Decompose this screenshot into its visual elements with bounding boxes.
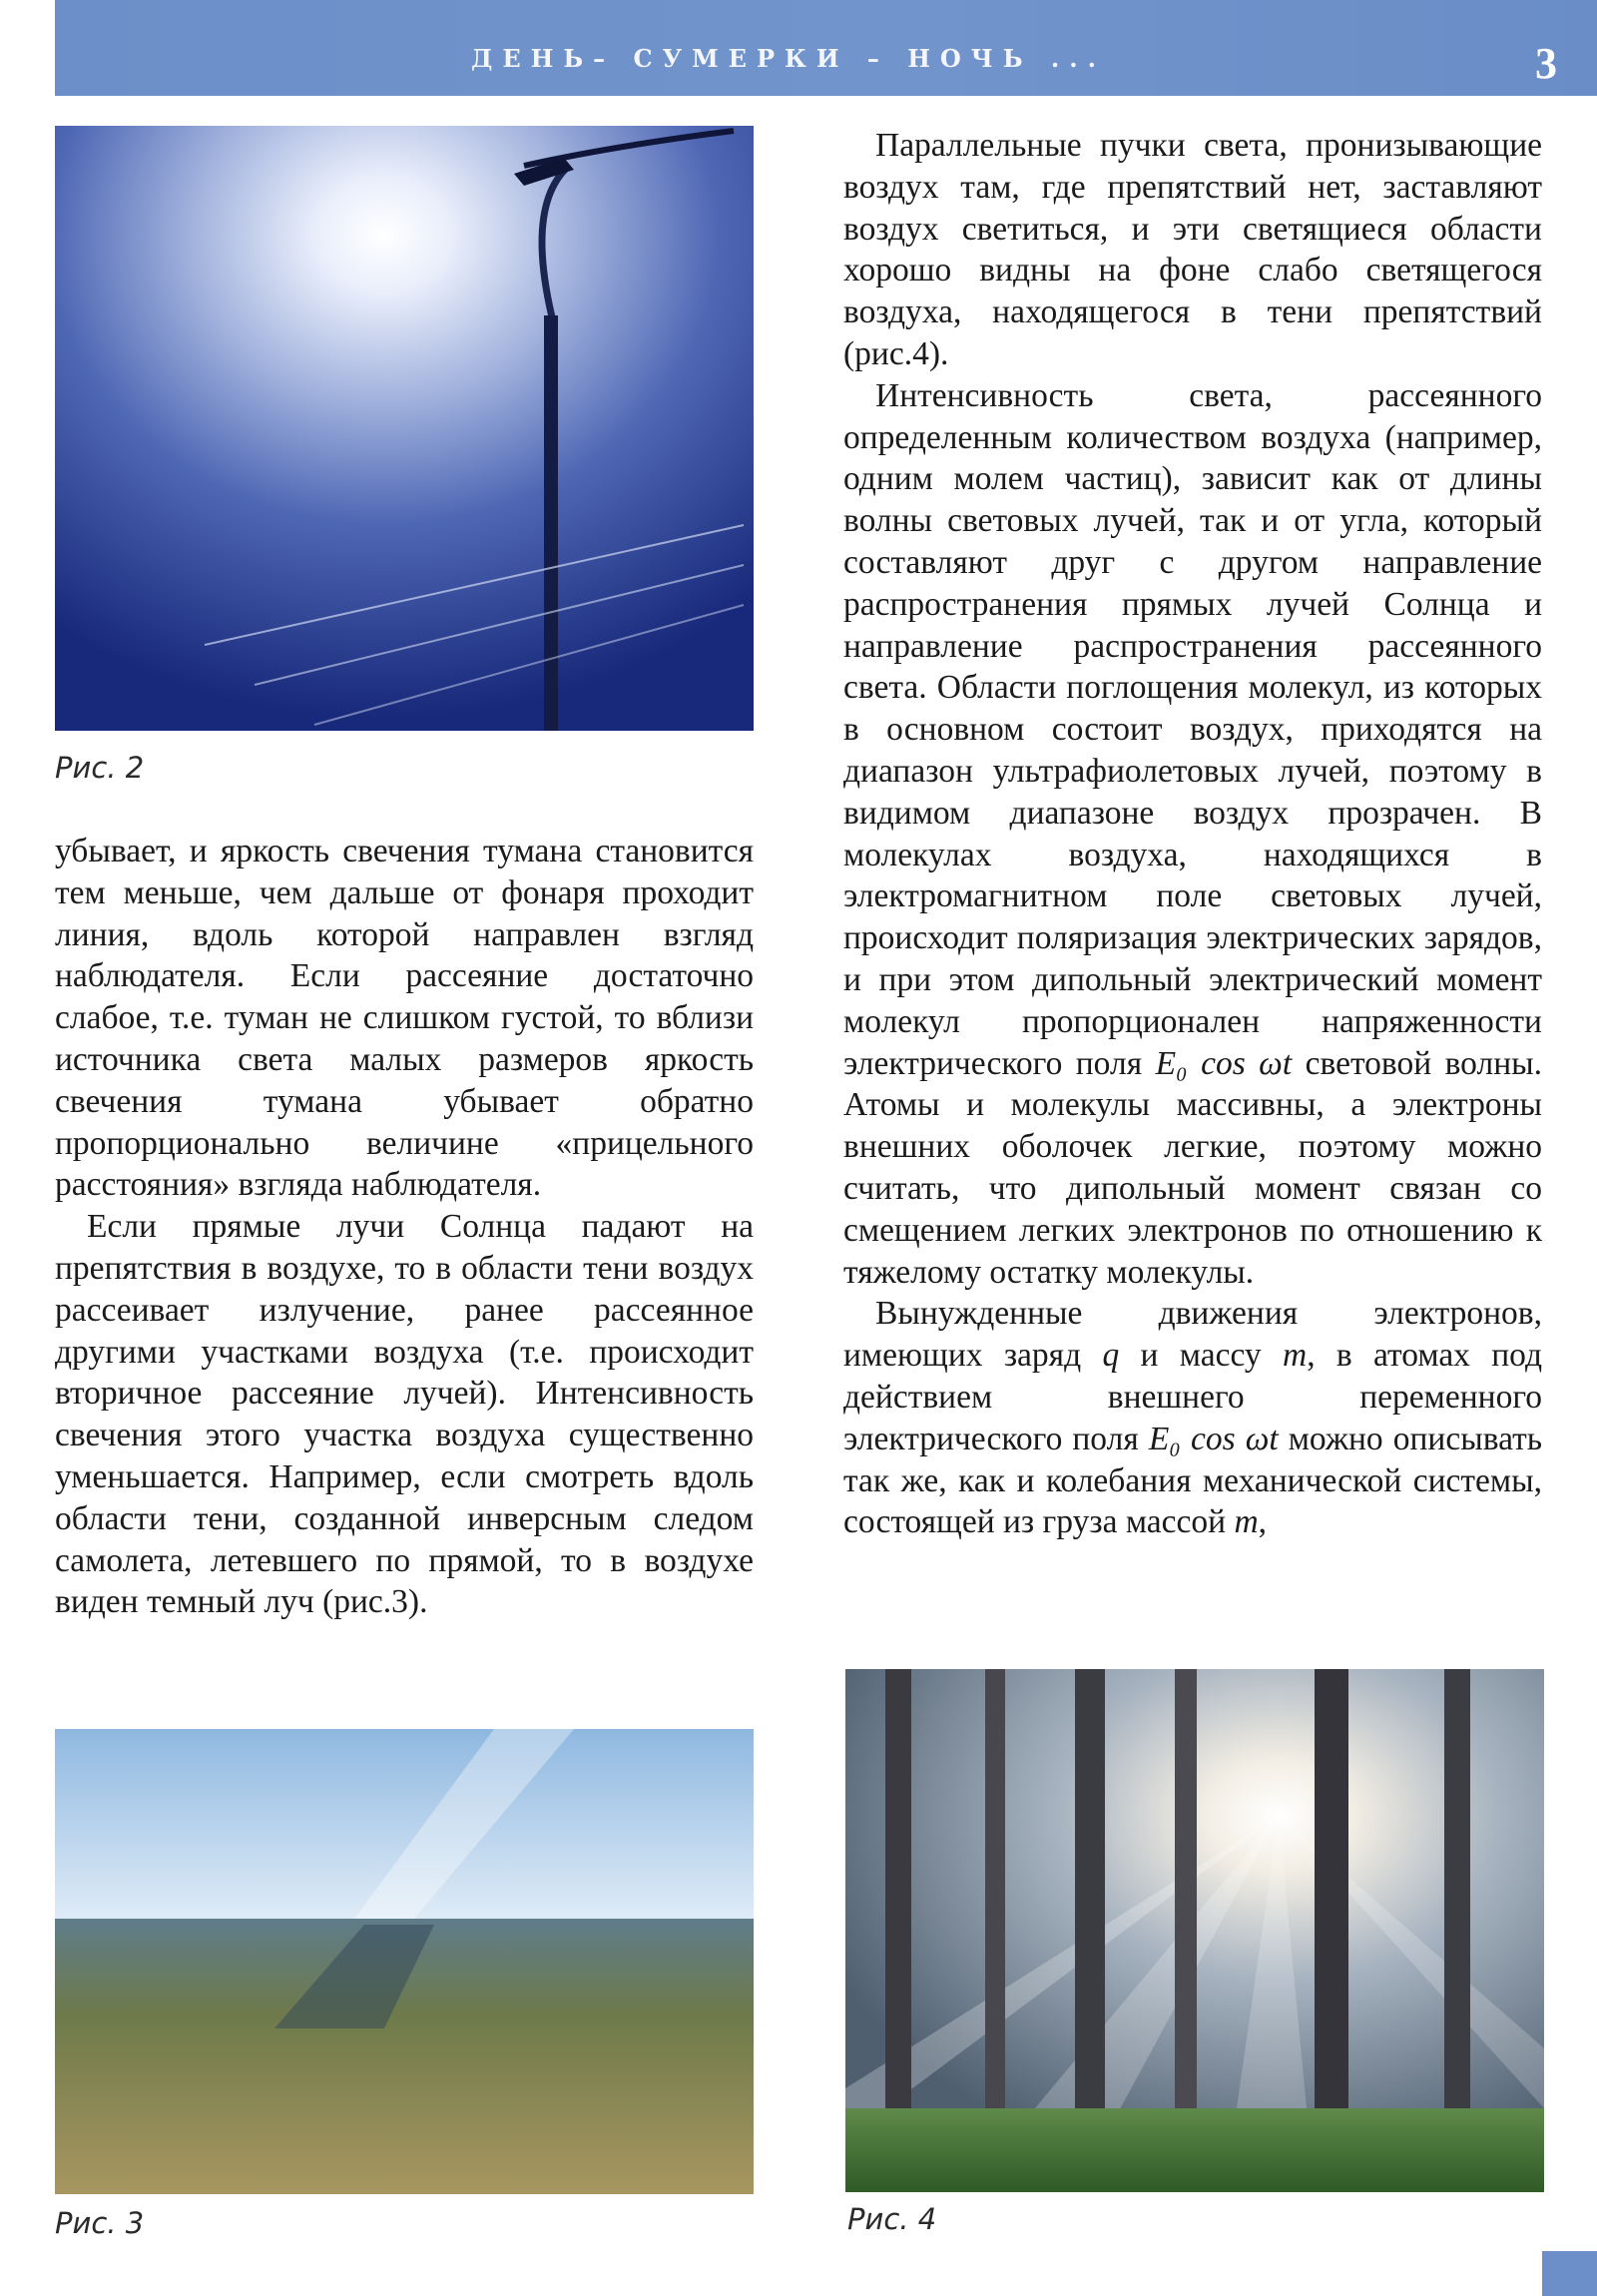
right-column-text <box>843 125 1542 1543</box>
symbol-mass-m-2: m <box>1234 1503 1259 1541</box>
right-paragraph-2 <box>843 375 1542 1294</box>
left-paragraph-1: убывает, и яркость свечения тумана становится тем меньше, чем дальше от фонаря проходит линия, вдоль которой направлен взгляд наблюдателя. Если рассеяние достаточно слабое, т.е. туман не слишком густой, то вблизи источника света малых размеров яркость свечения тумана убывает обратно пропорционально величине «прицельного расстояния» взгляда наблюдателя. <box>55 833 754 1204</box>
page-header <box>55 0 1597 96</box>
figure-4-forest-sunrays-photo <box>845 1669 1544 2192</box>
right-paragraph-1: Параллельные пучки света, пронизывающие воздух там, где препятствий нет, заставляют воздух светиться, и эти светящиеся области хорошо видны на фоне слабо светящегося воздуха, находящегося в тени препятствий (рис.4). <box>843 127 1542 372</box>
running-title: ДЕНЬ– СУМЕРКИ – НОЧЬ ... <box>471 44 1106 73</box>
symbol-mass-m: m <box>1283 1337 1308 1375</box>
right-paragraph-3-text-a: Вынужденные движения электронов, имеющих заряд <box>843 1295 1542 1375</box>
right-paragraph-3-text-b: и массу <box>1140 1337 1262 1375</box>
page-number: 3 <box>1535 39 1557 88</box>
right-paragraph-3-text-e: , <box>1258 1503 1268 1541</box>
figure-2-caption: Рис. 2 <box>55 751 145 785</box>
right-paragraph-3-text-c: , в атомах под действием внешнего переменного электрического поля <box>843 1337 1543 1457</box>
right-paragraph-3 <box>843 1293 1542 1543</box>
figure-2-street-lamp-photo <box>55 126 754 731</box>
figure-3-aerial-landscape-photo <box>55 1729 754 2194</box>
left-column-text <box>55 831 754 1623</box>
symbol-charge-q: q <box>1102 1337 1120 1375</box>
right-paragraph-2-text-a: Интенсивность света, рассеянного определенным количеством воздуха (например, одним молем частиц), зависит как от длины волны световых лучей, так и от угла, который составляют друг с другом направление распространения прямых лучей Солнца и направление распространения рассеянного света. Области поглощения молекул, из которых в основном состоит воздух, приходятся на диапазон ультрафиолетовых лучей, поэтому в видимом диапазоне воздух прозрачен. В молекулах воздуха, находящихся в электромагнитном поле световых лучей, происходит поляризация электрических зарядов, и при этом дипольный электрический момент молекул пропорционален напряженности электрического поля <box>843 376 1542 1082</box>
figure-4-caption: Рис. 4 <box>847 2202 937 2236</box>
left-paragraph-2: Если прямые лучи Солнца падают на препятствия в воздухе, то в области тени воздух рассеивает излучение, ранее рассеянное другими участками воздуха (т.е. происходит вторичное рассеяние лучей). Интенсивность свечения этого участка воздуха существенно уменьшается. Например, если смотреть вдоль области тени, созданной инверсным следом самолета, летевшего по прямой, то в воздухе виден темный луч (рис.3). <box>55 1208 754 1621</box>
formula-e0-cos-wt: E₀ cos ωt <box>1155 1044 1293 1082</box>
formula-e0-cos-wt-2: E₀ cos ωt <box>1148 1420 1279 1457</box>
right-paragraph-3-text-d: можно описывать так же, как и колебания механической системы, состоящей из груза массой <box>843 1420 1543 1541</box>
figure-3-caption: Рис. 3 <box>55 2206 145 2240</box>
right-paragraph-2-text-b: световой волны. Атомы и молекулы массивны, а электроны внешних оболочек легкие, поэтому можно считать, что дипольный момент связан со смещением легких электронов по отношению к тяжелому остатку молекулы. <box>843 1044 1543 1291</box>
footer-accent-bar <box>1542 2251 1597 2296</box>
